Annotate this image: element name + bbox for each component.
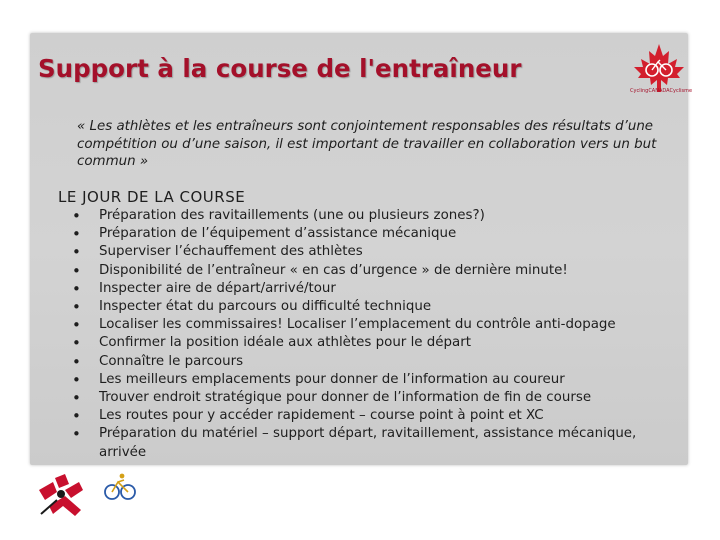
list-item-text: Confirmer la position idéale aux athlètes pour le départ — [99, 335, 471, 351]
list-item — [70, 225, 685, 243]
list-item — [70, 407, 685, 425]
bullet-icon: • — [72, 279, 81, 298]
list-item — [70, 371, 685, 389]
bullet-icon: • — [72, 225, 81, 244]
section-heading: LE JOUR DE LA COURSE — [58, 188, 246, 206]
list-item — [70, 316, 685, 334]
bullet-icon: • — [72, 370, 81, 389]
list-item — [70, 334, 685, 352]
list-item-text: Disponibilité de l’entraîneur « en cas d’urgence » de dernière minute! — [99, 262, 568, 278]
list-item-text: Trouver endroit stratégique pour donner de l’information de fin de course — [99, 390, 592, 406]
slide-title: Support à la course de l'entraîneur — [38, 54, 522, 83]
list-item — [70, 353, 685, 371]
bullet-icon: • — [72, 261, 81, 280]
bullet-icon: • — [72, 334, 81, 353]
list-item — [70, 298, 685, 316]
list-item — [70, 207, 685, 225]
bullet-icon: • — [72, 298, 81, 317]
bullet-icon: • — [72, 352, 81, 371]
logo-caption: CyclingCANADACyclisme — [630, 88, 693, 94]
coaching-association-logo-icon — [35, 470, 87, 520]
list-item-text: Les routes pour y accéder rapidement – course point à point et XC — [99, 408, 544, 424]
bullet-icon: • — [72, 243, 81, 262]
bullet-list — [70, 207, 685, 462]
list-item-text: Inspecter aire de départ/arrivé/tour — [99, 280, 336, 296]
list-item-text: Préparation des ravitaillements (une ou plusieurs zones?) — [99, 208, 485, 223]
maple-leaf-logo-icon — [630, 34, 693, 106]
list-item — [70, 262, 685, 280]
list-item — [70, 243, 685, 261]
list-item-text: Préparation du matériel – support départ, ravitaillement, assistance mécanique, arrivée — [99, 426, 637, 460]
bullet-icon: • — [72, 316, 81, 335]
list-item-text: Superviser l’échauffement des athlètes — [99, 244, 363, 260]
list-item — [70, 280, 685, 298]
bullet-icon: • — [72, 207, 81, 225]
list-item-text: Préparation de l’équipement d’assistance mécanique — [99, 226, 457, 242]
list-item-text: Localiser les commissaires! Localiser l’emplacement du contrôle anti-dopage — [99, 317, 616, 333]
cyclist-sponsor-logo-icon — [100, 470, 140, 520]
list-item-text: Inspecter état du parcours ou difficulté technique — [99, 299, 432, 315]
bullet-icon: • — [72, 425, 81, 444]
list-item-text: Connaître le parcours — [99, 353, 244, 369]
bullet-icon: • — [72, 389, 81, 408]
list-item — [70, 389, 685, 407]
bullet-icon: • — [72, 407, 81, 426]
list-item — [70, 425, 685, 461]
list-item-text: Les meilleurs emplacements pour donner de l’information au coureur — [99, 371, 565, 387]
quote-text: « Les athlètes et les entraîneurs sont conjointement responsables des résultats d’une compétition ou d’une saison, il est important de travailler en collaboration vers un but commun » — [77, 119, 657, 169]
